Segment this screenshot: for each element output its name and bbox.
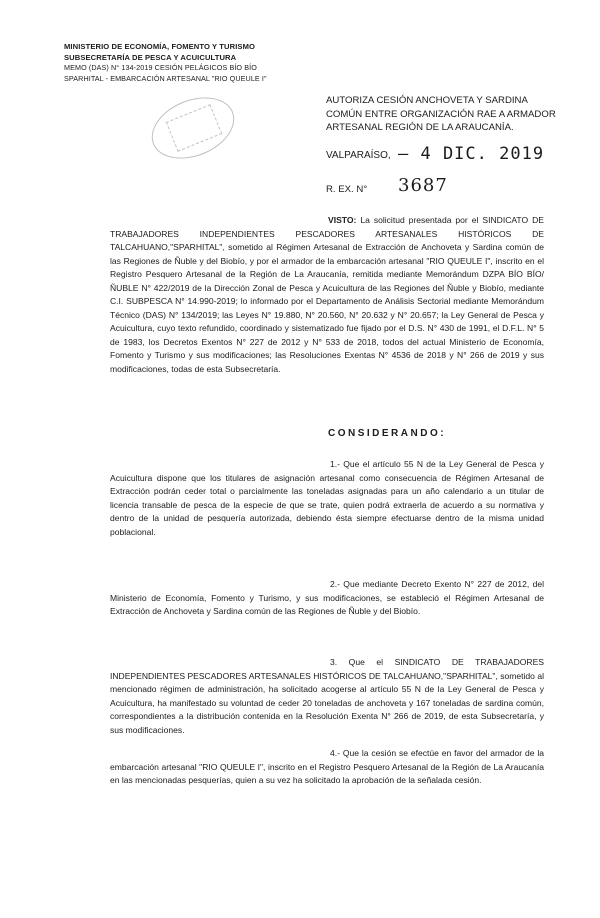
memo-reference: MEMO (DAS) N° 134-2019 CESIÓN PELÁGICOS BÍO BÍO <box>64 63 257 72</box>
date-stamp: – 4 DIC. 2019 <box>398 144 545 164</box>
resolution-number: 3687 <box>398 175 448 196</box>
place-label: VALPARAÍSO, <box>326 150 391 161</box>
considerando-item-3: 3. Que el SINDICATO DE TRABAJADORES INDEPENDIENTES PESCADORES ARTESANALES HISTÓRICOS DE TALCAHUANO,"SPARHITAL", sometido al mencionado régimen de administración, ha solicitado acogerse al artículo 55 N de la Ley General de Pesca y Acuicultura, ha manifestado su voluntad de ceder 20 toneladas de anchoveta y 167 toneladas de sardina común, correspondientes a la distribución contenida en la Resolución Exenta N° 266 de 2019, de esta Subsecretaría, y sus modificaciones. <box>110 657 544 735</box>
considerando-heading: CONSIDERANDO: <box>328 428 447 439</box>
ministry-name: MINISTERIO DE ECONOMÍA, FOMENTO Y TURISMO <box>64 42 256 51</box>
sparhital-reference: SPARHITAL - EMBARCACIÓN ARTESANAL "RIO QUEULE I" <box>64 73 267 83</box>
resolution-topic: AUTORIZA CESIÓN ANCHOVETA Y SARDINA COMÚN ENTRE ORGANIZACIÓN RAE A ARMADOR ARTESANAL REGIÓN DE LA ARAUCANÍA. <box>326 95 556 133</box>
considerando-item-2: 2.- Que mediante Decreto Exento N° 227 de 2012, del Ministerio de Economía, Fomento y Turismo, y sus modificaciones, se estableció el Régimen Artesanal de Extracción de Anchoveta y Sardina común de las Regiones de Ñuble y del Biobío. <box>110 579 544 616</box>
letterhead <box>64 42 294 84</box>
visto-paragraph <box>110 214 544 376</box>
considerando-item-1: 1.- Que el artículo 55 N de la Ley General de Pesca y Acuicultura dispone que los titulares de asignación artesanal como consecuencia de Régimen Artesanal de Extracción podrán ceder total o parcialmente las toneladas asignadas para un año calendario a un titular de licencia transable de pesca de la especie de que se trate, quien podrá extraerla de acuerdo a su normativa y dentro de la unidad de pesquería autorizada, debiendo ésta siempre efectuarse dentro de la misma unidad poblacional. <box>110 459 544 537</box>
visto-label: VISTO: <box>328 215 357 225</box>
visto-text: La solicitud presentada por el SINDICATO DE TRABAJADORES INDEPENDIENTES PESCADORES ARTESANALES HISTÓRICOS DE TALCAHUANO,"SPARHITAL", sometido al Régimen Artesanal de Extracción de Anchoveta y Sardina común de las Regiones de Ñuble y del Biobío, y por el armador de la embarcación artesanal "RIO QUEULE I", inscrito en el Registro Pesquero Artesanal de la Región de La Araucanía, remitida mediante Memorándum DZPA BÍO BÍO/ÑUBLE N° 422/2019 de la Dirección Zonal de Pesca y Acuicultura de las Regiones del Ñuble y Biobío, mediante C.I. SUBPESCA N° 14.990-2019; lo informado por el Departamento de Análisis Sectorial mediante Memorándum Técnico (DAS) N° 134/2019; las Leyes N° 19.880, N° 20.560, N° 20.632 y N° 20.657; la Ley General de Pesca y Acuicultura, cuyo texto refundido, coordinado y sistematizado fue fijado por el D.S. N° 430 de 1991, el D.F.L. N° 5 de 1983, los Decretos Exentos N° 227 de 2012 y N° 533 de 2018, todos del actual Ministerio de Economía, Fomento y Turismo y sus modificaciones; las Resoluciones Exentas N° 4536 de 2018 y N° 266 de 2019 y sus modificaciones, todas de esta Subsecretaría. <box>110 215 544 374</box>
considerando-item-4: 4.- Que la cesión se efectúe en favor del armador de la embarcación artesanal "RIO QUEULE I", inscrito en el Registro Pesquero Artesanal de la Región de La Araucanía en las mencionadas pesquerías, quien a su vez ha solicitado la aprobación de la señalada cesión. <box>110 748 544 785</box>
resolution-number-label: R. EX. N° <box>326 184 368 195</box>
undersecretary-name: SUBSECRETARÍA DE PESCA Y ACUICULTURA <box>64 52 237 62</box>
